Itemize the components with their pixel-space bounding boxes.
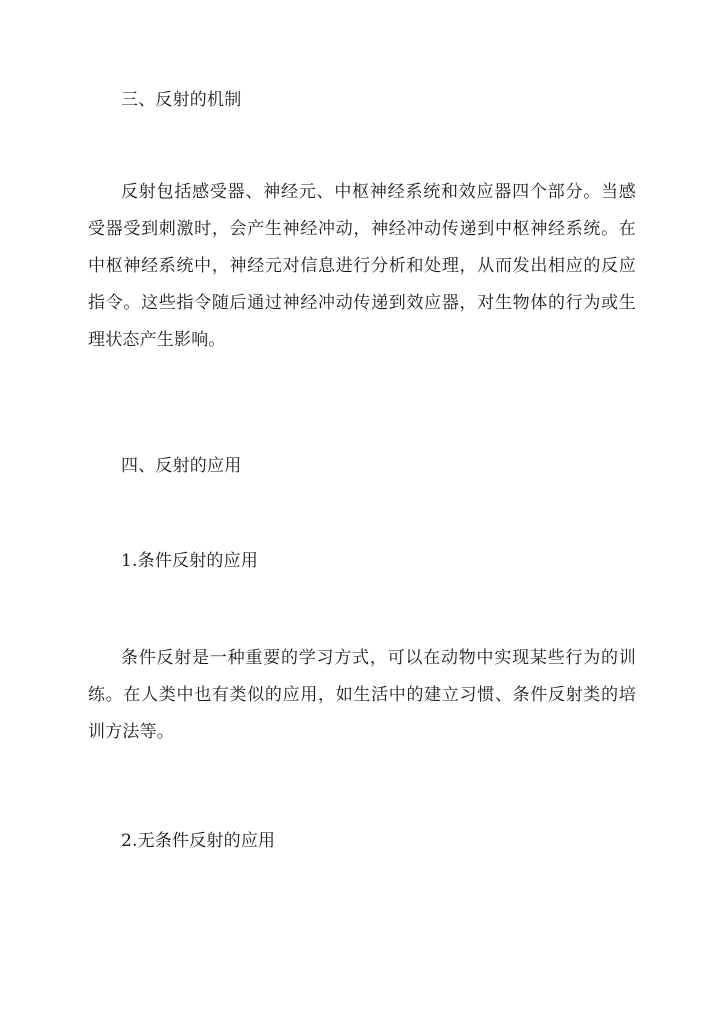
subheading-conditioned-reflex: 1.条件反射的应用 (121, 551, 259, 571)
section-heading-mechanism: 三、反射的机制 (121, 90, 242, 110)
section-heading-application: 四、反射的应用 (121, 456, 242, 476)
subheading-unconditioned-reflex: 2.无条件反射的应用 (121, 831, 276, 851)
paragraph-mechanism: 反射包括感受器、神经元、中枢神经系统和效应器四个部分。当感受器受到刺激时，会产生神经冲动，神经冲动传递到中枢神经系统。在中枢神经系统中，神经元对信息进行分析和处理，从而发出相应的反应指令。这些指令随后通过神经冲动传递到效应器，对生物体的行为或生理状态产生影响。 (88, 182, 636, 350)
paragraph-conditioned-reflex: 条件反射是一种重要的学习方式，可以在动物中实现某些行为的训练。在人类中也有类似的应用，如生活中的建立习惯、条件反射类的培训方法等。 (88, 648, 636, 742)
